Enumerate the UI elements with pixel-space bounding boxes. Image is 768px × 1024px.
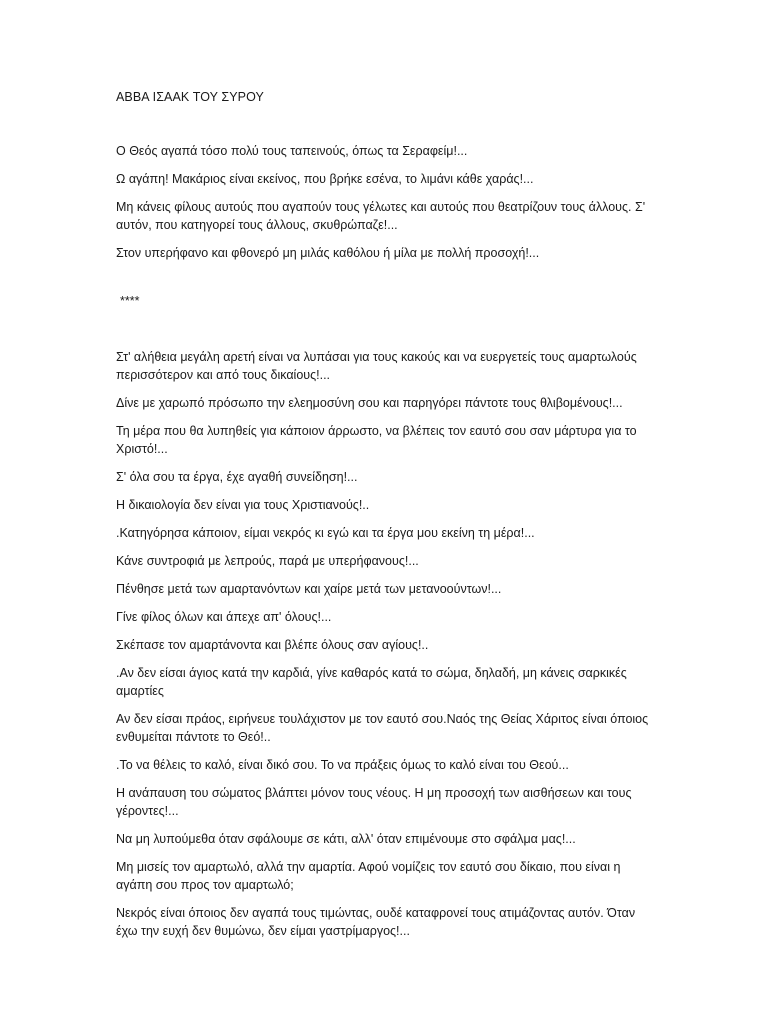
document-title: ΑΒΒΑ ΙΣΑΑΚ ΤΟΥ ΣΥΡΟΥ: [116, 90, 264, 104]
quote-paragraph: Γίνε φίλος όλων και άπεχε απ' όλους!...: [116, 610, 332, 624]
quote-paragraph: Στον υπερήφανο και φθονερό μη μιλάς καθόλου ή μίλα με πολλή προσοχή!...: [116, 246, 540, 260]
quote-paragraph: Σ' όλα σου τα έργα, έχε αγαθή συνείδηση!...: [116, 470, 358, 484]
quote-paragraph: Τη μέρα που θα λυπηθείς για κάποιον άρρωστο, να βλέπεις τον εαυτό σου σαν μάρτυρα για το Χριστό!...: [116, 424, 637, 456]
quote-paragraph: Νεκρός είναι όποιος δεν αγαπά τους τιμώντας, ουδέ καταφρονεί τους ατιμάζοντας αυτόν. Όταν έχω την ευχή δεν θυμώνω, δεν είμαι γαστρίμαργος!...: [116, 906, 636, 938]
section-separator: ****: [120, 294, 140, 308]
quote-paragraph: Ω αγάπη! Μακάριος είναι εκείνος, που βρήκε εσένα, το λιμάνι κάθε χαράς!...: [116, 172, 534, 186]
quote-paragraph: Ο Θεός αγαπά τόσο πολύ τους ταπεινούς, όπως τα Σεραφείμ!...: [116, 144, 468, 158]
quote-paragraph: Μη κάνεις φίλους αυτούς που αγαπούν τους γέλωτες και αυτούς που θεατρίζουν τους άλλους. Σ' αυτόν, που κατηγορεί τους άλλους, σκυθρώπαζε!...: [116, 200, 646, 232]
quote-paragraph: Πένθησε μετά των αμαρτανόντων και χαίρε μετά των μετανοούντων!...: [116, 582, 502, 596]
quote-paragraph: Κάνε συντροφιά με λεπρούς, παρά με υπερήφανους!...: [116, 554, 419, 568]
quote-paragraph: .Κατηγόρησα κάποιον, είμαι νεκρός κι εγώ και τα έργα μου εκείνη τη μέρα!...: [116, 526, 535, 540]
quote-paragraph: Σκέπασε τον αμαρτάνοντα και βλέπε όλους σαν αγίους!..: [116, 638, 429, 652]
quote-paragraph: .Το να θέλεις το καλό, είναι δικό σου. Το να πράξεις όμως το καλό είναι του Θεού...: [116, 758, 569, 772]
quote-paragraph: .Αν δεν είσαι άγιος κατά την καρδιά, γίνε καθαρός κατά το σώμα, δηλαδή, μη κάνεις σαρκικές αμαρτίες: [116, 666, 627, 698]
quotes-section-2: [116, 348, 656, 950]
quote-paragraph: Η δικαιολογία δεν είναι για τους Χριστιανούς!..: [116, 498, 370, 512]
quote-paragraph: Να μη λυπούμεθα όταν σφάλουμε σε κάτι, αλλ' όταν επιμένουμε στο σφάλμα μας!...: [116, 832, 576, 846]
quote-paragraph: Στ' αλήθεια μεγάλη αρετή είναι να λυπάσαι για τους κακούς και να ευεργετείς τους αμαρτωλούς περισσότερον και από τους δικαίους!...: [116, 350, 637, 382]
quote-paragraph: Δίνε με χαρωπό πρόσωπο την ελεημοσύνη σου και παρηγόρει πάντοτε τους θλιβομένους!...: [116, 396, 623, 410]
quote-paragraph: Η ανάπαυση του σώματος βλάπτει μόνον τους νέους. Η μη προσοχή των αισθήσεων και τους γέροντες!...: [116, 786, 632, 818]
quotes-section-1: [116, 142, 656, 272]
quote-paragraph: Αν δεν είσαι πράος, ειρήνευε τουλάχιστον με τον εαυτό σου.Ναός της Θείας Χάριτος είναι όποιος ενθυμείται πάντοτε το Θεό!..: [116, 712, 649, 744]
quote-paragraph: Μη μισείς τον αμαρτωλό, αλλά την αμαρτία. Αφού νομίζεις τον εαυτό σου δίκαιο, που είναι η αγάπη σου προς τον αμαρτωλό;: [116, 860, 621, 892]
